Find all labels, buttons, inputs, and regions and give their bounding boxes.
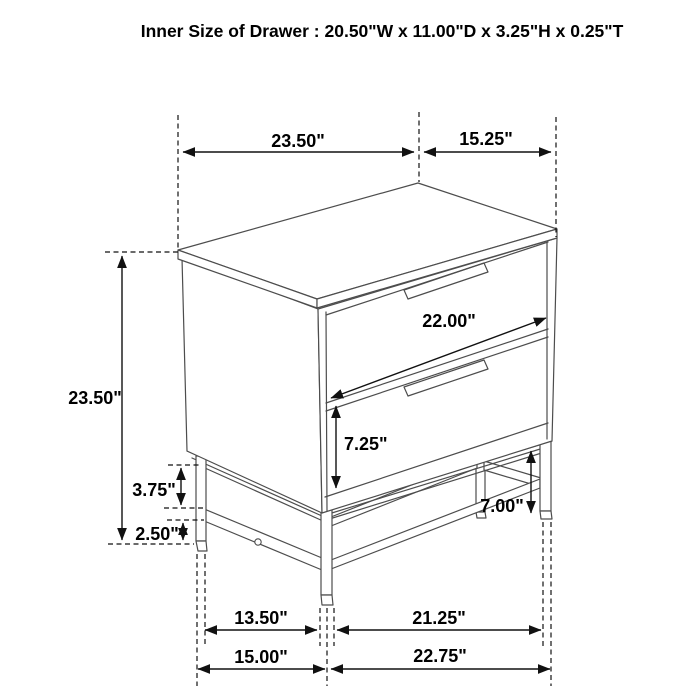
screw-hole-icon xyxy=(255,539,261,545)
dim-bottom-drawer-height-label: 7.25" xyxy=(344,434,388,454)
dim-base-width-inner-label: 13.50" xyxy=(234,608,288,628)
dim-base-depth-outer-label: 22.75" xyxy=(413,646,467,666)
dim-overall-height-label: 23.50" xyxy=(68,388,122,408)
front-leg xyxy=(321,508,333,605)
dim-top-depth-label: 15.25" xyxy=(459,129,513,149)
dim-frame-gap-label: 3.75" xyxy=(132,480,176,500)
stretcher-left-to-front xyxy=(197,506,322,570)
dim-leg-height-label: 7.00" xyxy=(480,496,524,516)
dim-top-width-label: 23.50" xyxy=(271,131,325,151)
nightstand-drawing xyxy=(178,183,557,605)
page-title: Inner Size of Drawer : 20.50"W x 11.00"D x 3.25"H x 0.25"T xyxy=(140,21,624,41)
dim-base-depth-inner-label: 21.25" xyxy=(412,608,466,628)
dim-drawer-width-label: 22.00" xyxy=(422,311,476,331)
dim-base-width-outer-label: 15.00" xyxy=(234,647,288,667)
dim-foot-clearance-label: 2.50" xyxy=(135,524,179,544)
left-leg xyxy=(196,456,207,551)
right-leg xyxy=(540,441,552,519)
